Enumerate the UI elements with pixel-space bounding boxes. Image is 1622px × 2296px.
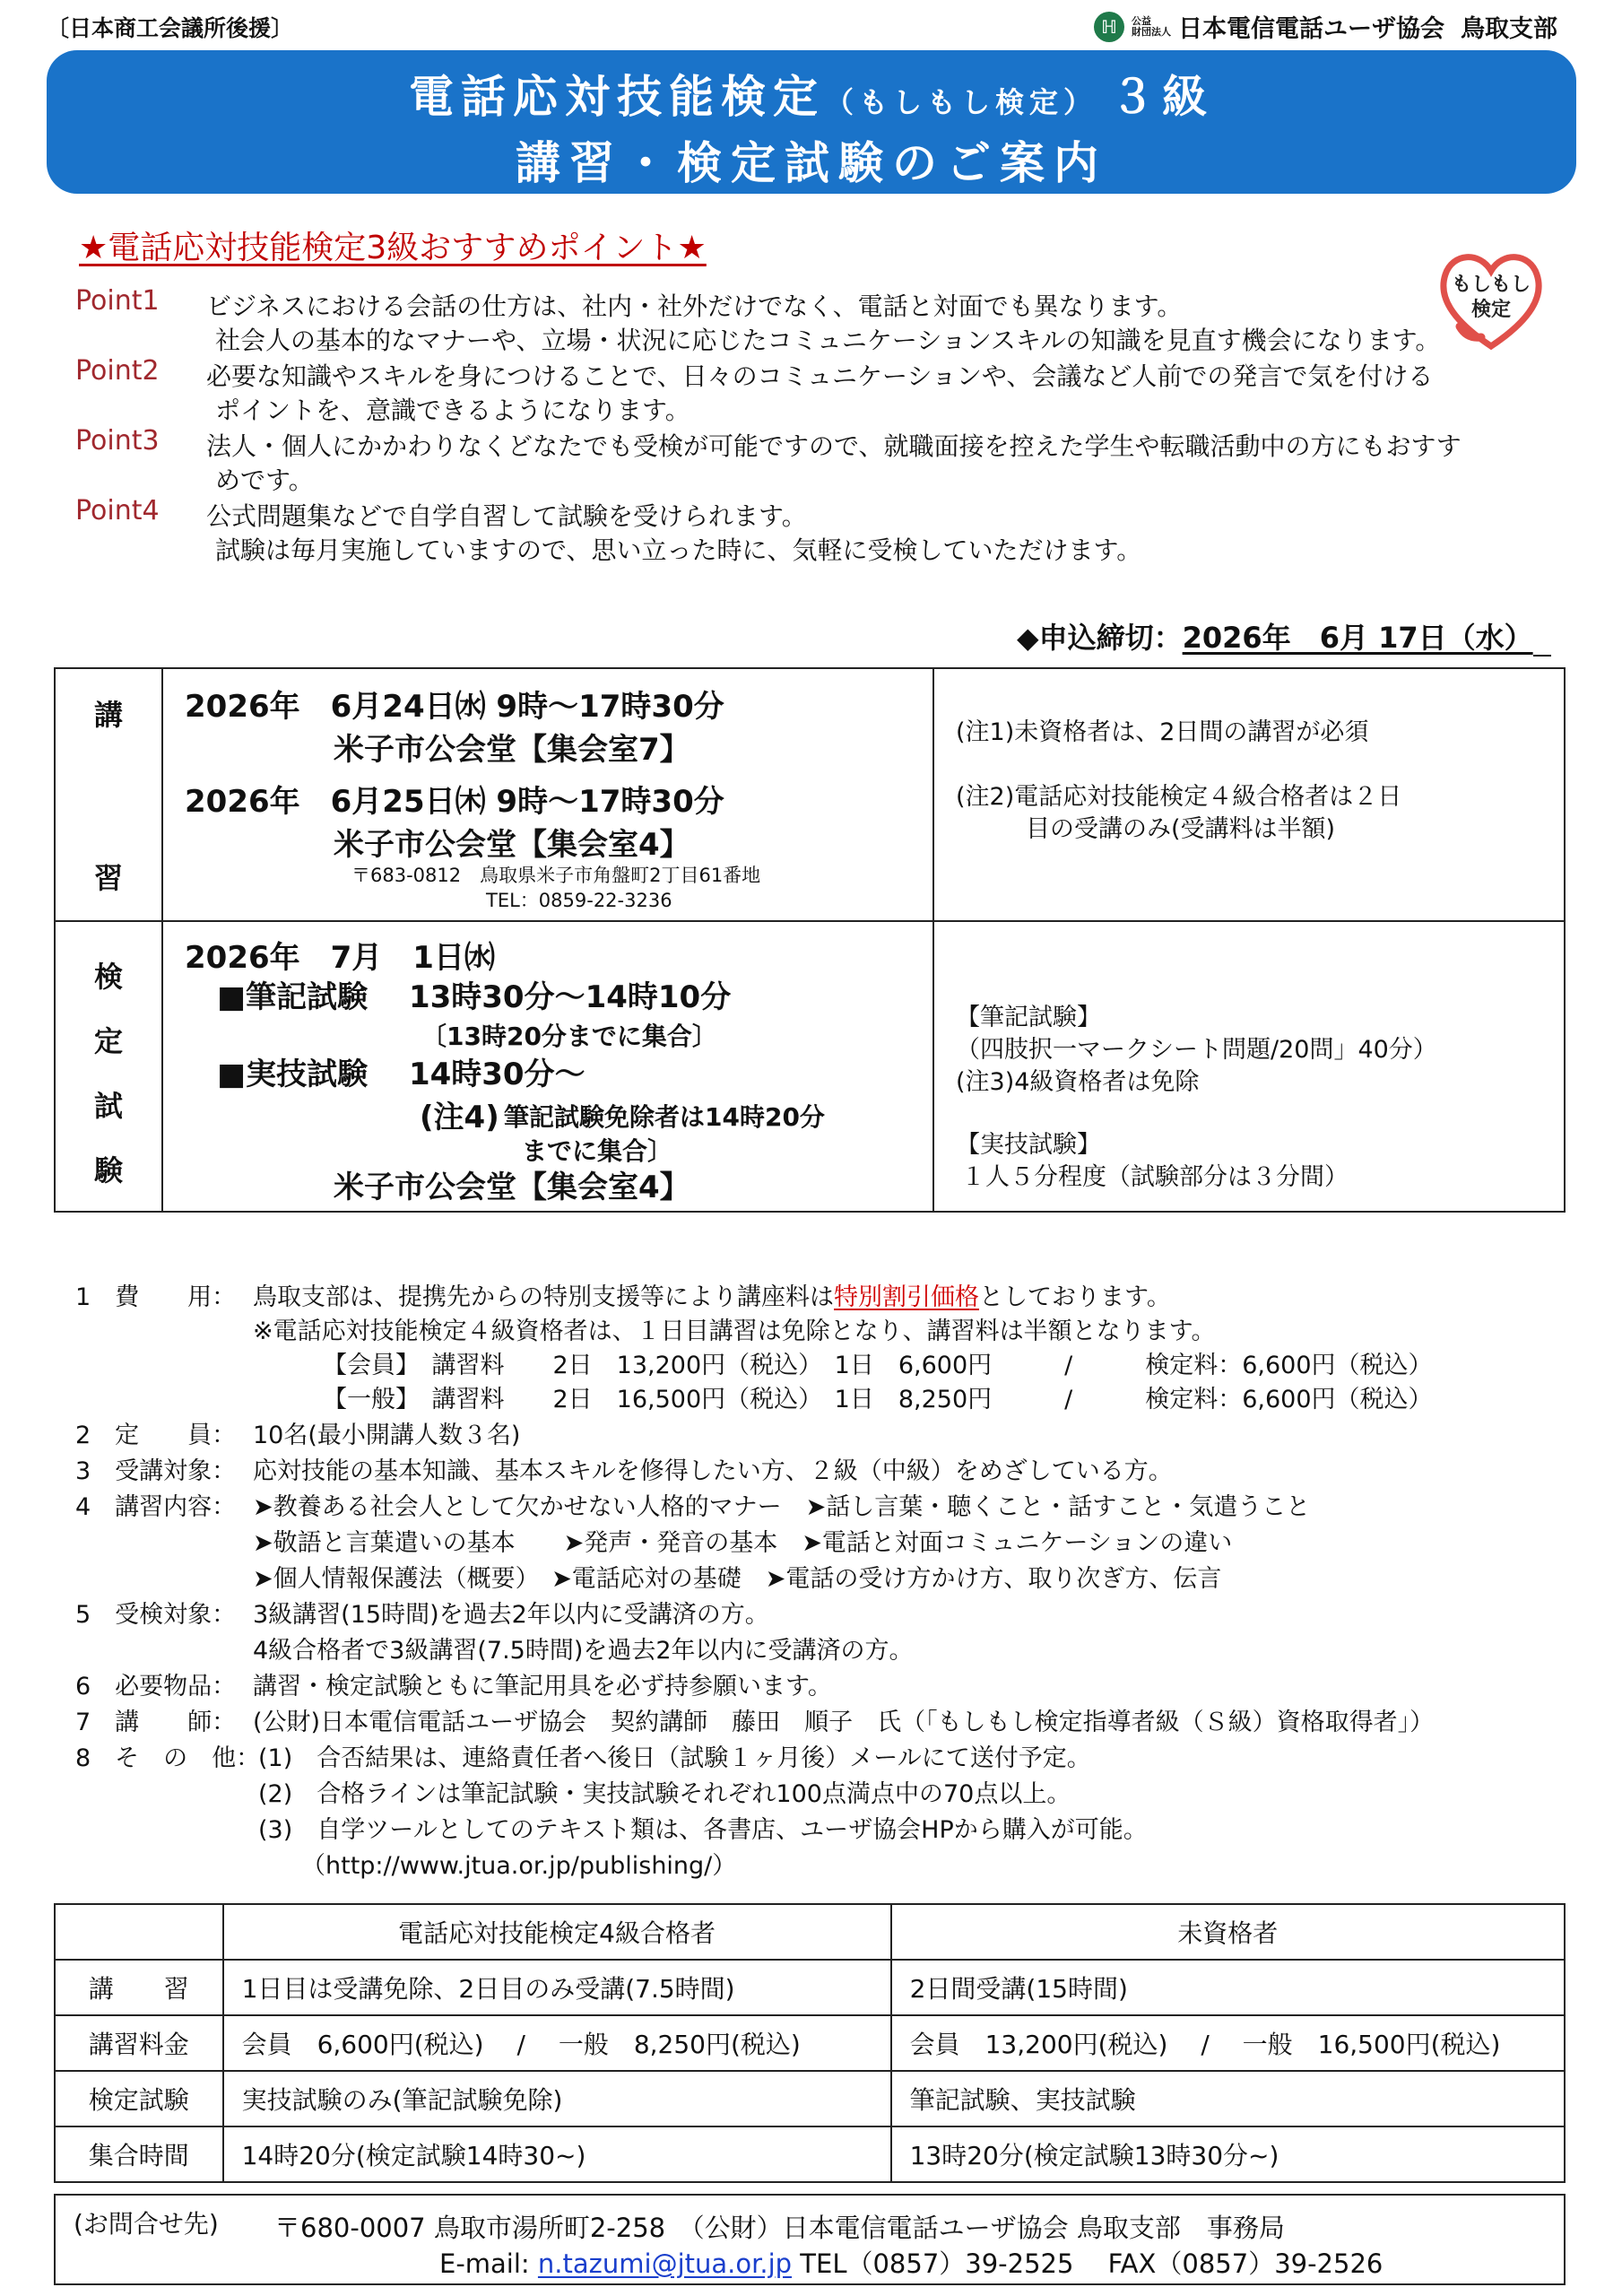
title-line-2: 講習・検定試験のご案内	[516, 137, 1107, 189]
fee-member: 【会員】 講習料 2日 13,200円（税込） 1日 6,600円 / 検定料：6,600円（税込）	[323, 1352, 1433, 1379]
practical-exam-heading: 【実技試験】	[956, 1131, 1101, 1159]
target-text: 応対技能の基本知識、基本スキルを修得したい方、２級（中級）をめざしている方。	[253, 1457, 1173, 1485]
table-cell: 1日目は受講免除、2日目のみ受講(7.5時間)	[223, 1960, 891, 2015]
org-branch: 鳥取支部	[1461, 15, 1557, 43]
content-label: 4 講習内容：	[75, 1493, 237, 1521]
row-label: 集合時間	[55, 2126, 223, 2182]
lecture-note-2: (注2)電話応対技能検定４級合格者は２日	[956, 783, 1402, 811]
point-text: めです。	[215, 465, 314, 495]
lecture-venue-2: 米子市公会堂【集会室4】	[334, 827, 690, 863]
points-title: ★電話応対技能検定3級おすすめポイント★	[79, 230, 707, 266]
table-row	[55, 1960, 1565, 2015]
email-label: E-mail:	[439, 2248, 538, 2279]
teacher-text: (公財)日本電信電話ユーザ協会 契約講師 藤田 順子 氏（「もしもし検定指導者級（Ｓ級）資格取得者」）	[253, 1709, 1435, 1736]
org-name: 日本電信電話ユーザ協会	[1178, 15, 1444, 43]
row-label: 検定試験	[55, 2071, 223, 2126]
table-row	[55, 2071, 1565, 2126]
practical-exam-format: １人５分程度（試験部分は３分間）	[961, 1163, 1349, 1191]
organization-header	[1094, 9, 1557, 44]
point-label: Point1	[75, 285, 160, 317]
contact-address: 〒680-0007 鳥取市湯所町2-258 （公財）日本電信電話ユーザ協会 鳥取支部 事務局	[274, 2213, 1285, 2243]
table-row	[55, 2126, 1565, 2182]
phone-fax: TEL（0857）39-2525 FAX（0857）39-2526	[792, 2248, 1383, 2279]
lecture-day-1: 2026年 6月24日㈬ 9時～17時30分	[185, 689, 724, 725]
items-label: 6 必要物品：	[75, 1673, 237, 1700]
lecture-venue-1: 米子市公会堂【集会室7】	[334, 732, 690, 768]
point-label: Point4	[75, 495, 160, 526]
special-discount: 特別割引価格	[834, 1283, 979, 1311]
point-text: 公式問題集などで自学自習して試験を受けられます。	[206, 501, 807, 531]
row-label: 講 習	[55, 1960, 223, 2015]
org-logo-icon: ℍ	[1094, 12, 1124, 42]
backing-note: 〔日本商工会議所後援〕	[47, 15, 294, 41]
contact-label: (お問合せ先)	[74, 2209, 219, 2239]
point-label: Point3	[75, 425, 160, 457]
capacity-label: 2 定 員：	[75, 1422, 237, 1449]
written-exam-format: （四肢択一マークシート問題/20問」40分）	[956, 1036, 1437, 1064]
badge-line-2: 検定	[1470, 299, 1512, 321]
table-cell: 会員 13,200円(税込) / 一般 16,500円(税込)	[891, 2015, 1565, 2071]
content-line: ➤敬語と言葉遣いの基本 ➤発声・発音の基本 ➤電話と対面コミュニケーションの違い	[253, 1529, 1233, 1557]
point-text: ビジネスにおける会話の仕方は、社内・社外だけでなく、電話と対面でも異なります。	[206, 291, 1183, 321]
row-label: 講習料金	[55, 2015, 223, 2071]
lecture-side-label: 講	[93, 698, 123, 732]
deadline-date: 2026年 6月 17日（水）	[1182, 621, 1533, 655]
content-line: ➤教養ある社会人として欠かせない人格的マナー ➤話し言葉・聴くこと・話すこと・気遣うこと	[253, 1493, 1311, 1521]
comparison-table	[54, 1903, 1566, 2183]
table-cell: 筆記試験、実技試験	[891, 2071, 1565, 2126]
written-exam-time: ■筆記試験 13時30分～14時10分	[217, 979, 732, 1015]
point-text: ポイントを、意識できるようになります。	[215, 396, 690, 425]
items-text: 講習・検定試験ともに筆記用具を必ず持参願います。	[253, 1673, 832, 1700]
publishing-url: （http://www.jtua.or.jp/publishing/）	[301, 1852, 737, 1880]
table-cell: 会員 6,600円(税込) / 一般 8,250円(税込)	[223, 2015, 891, 2071]
target-label: 3 受講対象：	[75, 1457, 237, 1485]
point-text: 試験は毎月実施していますので、思い立った時に、気軽に受検していただけます。	[215, 535, 1142, 565]
table-header-cell: 未資格者	[891, 1904, 1565, 1960]
venue-address: 〒683-0812 鳥取県米子市角盤町2丁目61番地	[351, 865, 761, 886]
table-cell: 2日間受講(15時間)	[891, 1960, 1565, 2015]
other-line: (3) 自学ツールとしてのテキスト類は、各書店、ユーザ協会HPから購入が可能。	[258, 1816, 1148, 1844]
exam-eligibility-label: 5 受検対象：	[75, 1601, 237, 1629]
exam-date: 2026年 7月 1日㈬	[185, 940, 495, 976]
table-header-cell: 電話応対技能検定4級合格者	[223, 1904, 891, 1960]
table-cell: 13時20分(検定試験13時30分~)	[891, 2126, 1565, 2182]
fee-label: 1 費 用：	[75, 1283, 237, 1311]
exam-side-label: 試	[93, 1089, 123, 1123]
exam-side-label: 定	[93, 1024, 123, 1058]
exam-eligibility-line: 4級合格者で3級講習(7.5時間)を過去2年以内に受講済の方。	[253, 1637, 914, 1665]
application-deadline	[1017, 615, 1551, 657]
badge-line-1: もしもし	[1451, 274, 1531, 296]
capacity-text: 10名(最小開講人数３名)	[253, 1422, 521, 1449]
lecture-note-2-cont: 目の受講のみ(受講料は半額)	[1026, 815, 1336, 843]
exam-side-label: 験	[93, 1153, 123, 1187]
note-4-text: 筆記試験免除者は14時20分	[504, 1102, 825, 1132]
fee-general: 【一般】 講習料 2日 16,500円（税込） 1日 8,250円 / 検定料：6,600円（税込）	[323, 1386, 1433, 1413]
moshimoshi-badge-icon	[1433, 240, 1549, 357]
other-line: (1) 合否結果は、連絡責任者へ後日（試験１ヶ月後）メールにて送付予定。	[258, 1744, 1091, 1772]
written-exam-gather: 〔13時20分までに集合〕	[421, 1022, 717, 1051]
table-cell: 実技試験のみ(筆記試験免除)	[223, 2071, 891, 2126]
exam-venue: 米子市公会堂【集会室4】	[334, 1170, 690, 1205]
table-header-row	[55, 1904, 1565, 1960]
other-line: (2) 合格ラインは筆記試験・実技試験それぞれ100点満点中の70点以上。	[258, 1780, 1071, 1808]
contact-lines	[439, 2244, 1383, 2281]
content-line: ➤個人情報保護法（概要） ➤電話応対の基礎 ➤電話の受け方かけ方、取り次ぎ方、伝言	[253, 1565, 1222, 1593]
teacher-label: 7 講 師：	[75, 1709, 237, 1736]
point-text: 法人・個人にかかわりなくどなたでも受検が可能ですので、就職面接を控えた学生や転職活動中の方にもおすす	[206, 431, 1462, 461]
contact-box	[54, 2194, 1566, 2285]
note-4-text-cont: までに集合〕	[522, 1136, 673, 1166]
note-4-label: (注4)	[420, 1100, 499, 1135]
title-banner	[47, 50, 1576, 194]
table-header-cell	[55, 1904, 223, 1960]
deadline-label: ◆申込締切：	[1017, 621, 1183, 655]
title-line-1: 電話応対技能検定（もしもし検定） ３級	[408, 71, 1214, 123]
table-row	[55, 2015, 1565, 2071]
other-label: 8 そ の 他：	[75, 1744, 261, 1772]
lecture-note-1: (注1)未資格者は、2日間の講習が必須	[956, 718, 1369, 746]
exam-eligibility-line: 3級講習(15時間)を過去2年以内に受講済の方。	[253, 1601, 769, 1629]
point-text: 社会人の基本的なマナーや、立場・状況に応じたコミュニケーションスキルの知識を見直す機会になります。	[215, 326, 1441, 355]
lecture-side-label: 習	[93, 861, 123, 895]
table-cell: 14時20分(検定試験14時30~)	[223, 2126, 891, 2182]
fee-text: 鳥取支部は、提携先からの特別支援等により講座料は特別割引価格としております。	[253, 1283, 1171, 1311]
lecture-day-2: 2026年 6月25日㈭ 9時～17時30分	[185, 784, 724, 820]
written-exam-heading: 【筆記試験】	[956, 1004, 1101, 1031]
schedule-table	[54, 667, 1566, 1213]
fee-note: ※電話応対技能検定４級資格者は、１日目講習は免除となり、講習料は半額となります。	[253, 1318, 1216, 1345]
exam-side-label: 検	[93, 960, 123, 994]
practical-exam-time: ■実技試験 14時30分～	[217, 1057, 585, 1092]
point-text: 必要な知識やスキルを身につけることで、日々のコミュニケーションや、会議など人前での発言で気を付ける	[206, 361, 1434, 391]
email-link[interactable]: n.tazumi@jtua.or.jp	[537, 2248, 793, 2279]
org-type: 公益 財団法人	[1132, 14, 1171, 38]
note-3: (注3)4級資格者は免除	[956, 1068, 1200, 1096]
venue-tel: TEL：0859-22-3236	[486, 890, 672, 911]
point-label: Point2	[75, 355, 160, 387]
